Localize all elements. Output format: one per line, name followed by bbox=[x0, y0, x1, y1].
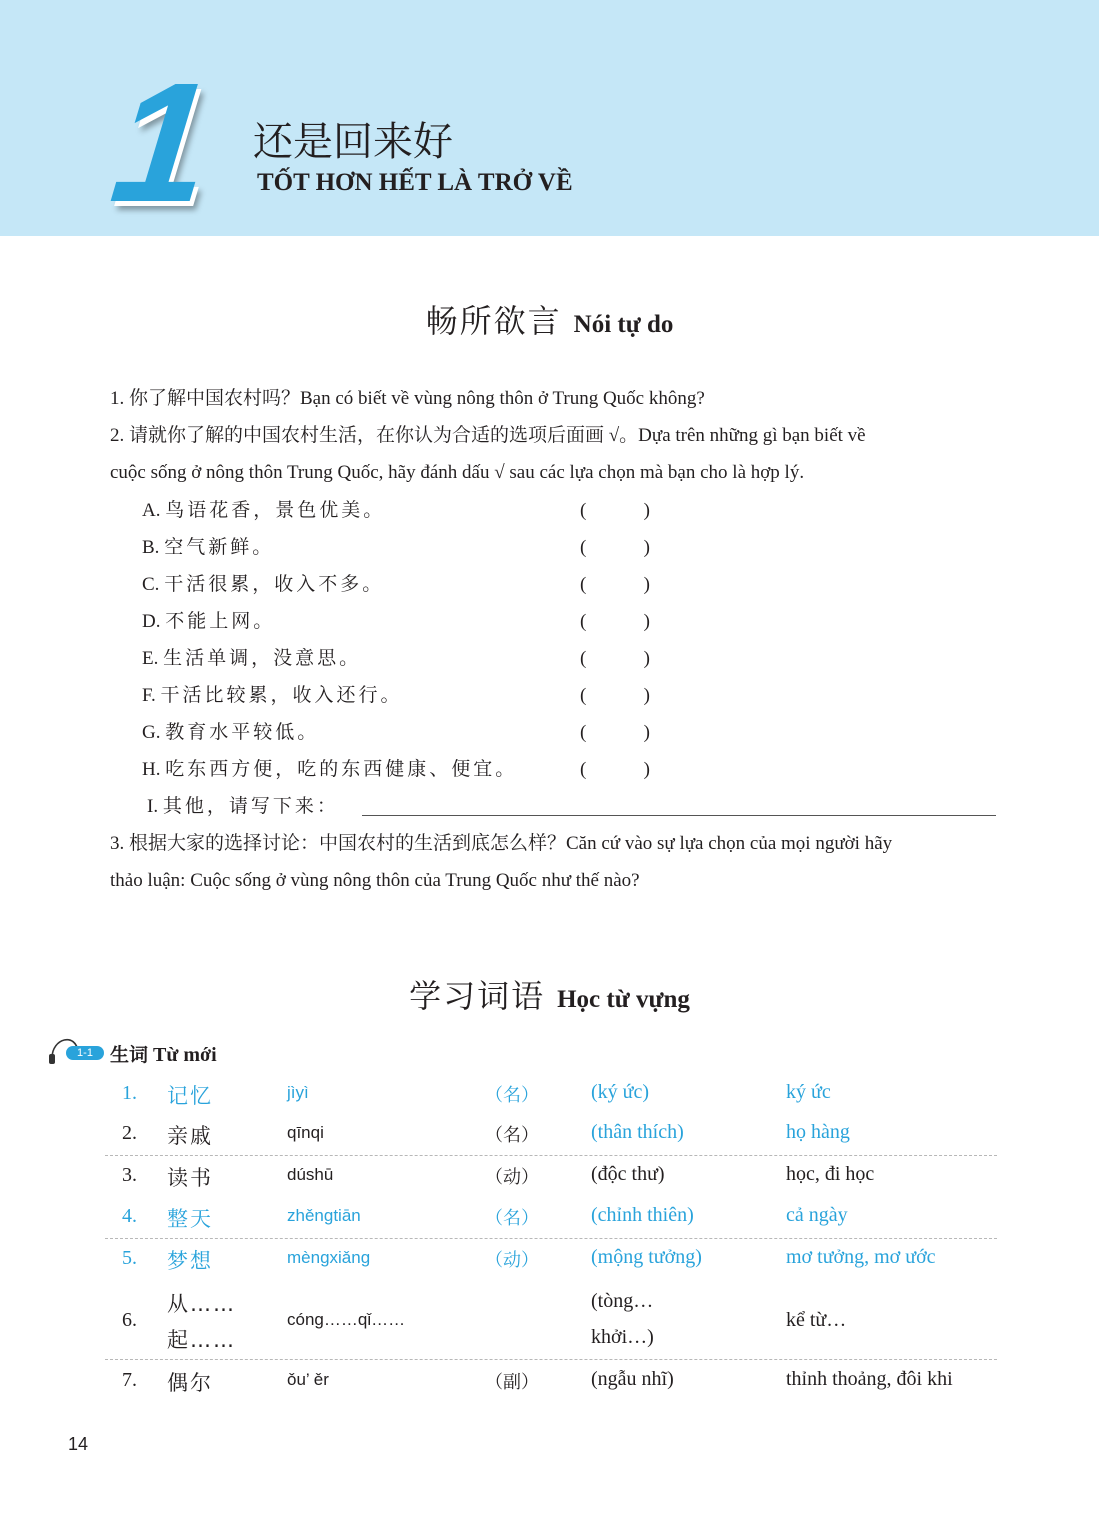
option-f bbox=[142, 677, 403, 714]
audio-track-badge[interactable]: 1-1 bbox=[66, 1046, 104, 1060]
check-box-e[interactable]: ( ) bbox=[580, 648, 650, 669]
check-box-g[interactable]: ( ) bbox=[580, 722, 650, 743]
option-text: 生活单调，没意思。 bbox=[163, 647, 362, 669]
check-box-c[interactable]: ( ) bbox=[580, 574, 650, 595]
option-letter: H. bbox=[142, 759, 161, 780]
option-letter: B. bbox=[142, 537, 160, 558]
other-answer-line[interactable] bbox=[362, 815, 996, 816]
option-h bbox=[142, 751, 517, 788]
question-1: 1. 你了解中国农村吗？Bạn có biết về vùng nông thôn ở Trung Quốc không? bbox=[110, 388, 705, 409]
vocab-section-heading bbox=[0, 971, 1099, 1017]
option-text: 空气新鲜。 bbox=[164, 536, 275, 558]
option-text: 干活比较累，收入还行。 bbox=[160, 684, 403, 706]
lesson-number: 1 bbox=[104, 48, 219, 238]
option-c bbox=[142, 566, 384, 603]
vocab-row: 4. 整天 zhěngtiān （名） (chỉnh thiên) cả ngày bbox=[105, 1197, 997, 1239]
speak-heading-vietnamese: Nói tự do bbox=[573, 311, 674, 338]
option-letter: G. bbox=[142, 722, 161, 743]
option-letter: E. bbox=[142, 648, 159, 669]
check-box-b[interactable]: ( ) bbox=[580, 537, 650, 558]
new-words-label: 生词 Từ mới bbox=[110, 1044, 217, 1066]
option-text: 吃东西方便，吃的东西健康、便宜。 bbox=[165, 758, 518, 780]
page-number: 14 bbox=[68, 1434, 89, 1454]
option-text: 教育水平较低。 bbox=[165, 721, 320, 743]
speak-heading-chinese: 畅所欲言 bbox=[425, 302, 562, 340]
check-box-h[interactable]: ( ) bbox=[580, 759, 650, 780]
question-2-line-1: 2. 请就你了解的中国农村生活，在你认为合适的选项后面画 √。Dựa trên những gì bạn biết về bbox=[110, 425, 866, 446]
question-2-line-2: cuộc sống ở nông thôn Trung Quốc, hãy đánh dấu √ sau các lựa chọn mà bạn cho là hợp lý. bbox=[110, 462, 805, 483]
question-3-line-2: thảo luận: Cuộc sống ở vùng nông thôn của Trung Quốc như thế nào? bbox=[110, 870, 640, 891]
option-a bbox=[142, 492, 385, 529]
option-letter: I. bbox=[147, 796, 159, 817]
lesson-title-chinese: 还是回来好 bbox=[253, 119, 453, 165]
option-g bbox=[142, 714, 319, 751]
option-e bbox=[142, 640, 361, 677]
option-text: 干活很累，收入不多。 bbox=[164, 573, 385, 595]
option-text: 其他，请写下来： bbox=[162, 795, 339, 817]
lesson-title-vietnamese: TỐT HƠN HẾT LÀ TRỞ VỀ bbox=[257, 169, 573, 196]
vocab-row: 5. 梦想 mèngxiǎng （动） (mộng tưởng) mơ tưởng, mơ ước bbox=[122, 1246, 936, 1273]
option-text: 不能上网。 bbox=[165, 610, 276, 632]
option-i-other bbox=[147, 788, 339, 825]
vocab-row: 2. 亲戚 qīnqi （名） (thân thích) họ hàng bbox=[105, 1114, 997, 1156]
question-3-line-1: 3. 根据大家的选择讨论：中国农村的生活到底怎么样？Căn cứ vào sự lựa chọn của mọi người hãy bbox=[110, 833, 893, 854]
vocab-heading-vietnamese: Học từ vựng bbox=[557, 986, 690, 1013]
option-letter: C. bbox=[142, 574, 160, 595]
option-letter: A. bbox=[142, 500, 161, 521]
option-d bbox=[142, 603, 275, 640]
vocab-heading-chinese: 学习词语 bbox=[409, 977, 546, 1015]
option-b bbox=[142, 529, 274, 566]
vocab-row: 6. 从…… 起…… cóng……qǐ…… (tòng… khởi…) kể từ… bbox=[105, 1282, 997, 1360]
vocab-row: 1. 记忆 jìyì （名） (ký ức) ký ức bbox=[122, 1081, 831, 1108]
check-box-f[interactable]: ( ) bbox=[580, 685, 650, 706]
vocab-row: 7. 偶尔 ǒu’ ěr （副） (ngẫu nhĩ) thỉnh thoảng, đôi khi bbox=[122, 1368, 953, 1395]
option-letter: D. bbox=[142, 611, 161, 632]
option-text: 鸟语花香，景色优美。 bbox=[165, 499, 386, 521]
check-box-a[interactable]: ( ) bbox=[580, 500, 650, 521]
speak-section-heading bbox=[0, 296, 1099, 342]
check-box-d[interactable]: ( ) bbox=[580, 611, 650, 632]
option-letter: F. bbox=[142, 685, 156, 706]
vocab-row: 3. 读书 dúshū （动） (độc thư) học, đi học bbox=[122, 1163, 875, 1190]
